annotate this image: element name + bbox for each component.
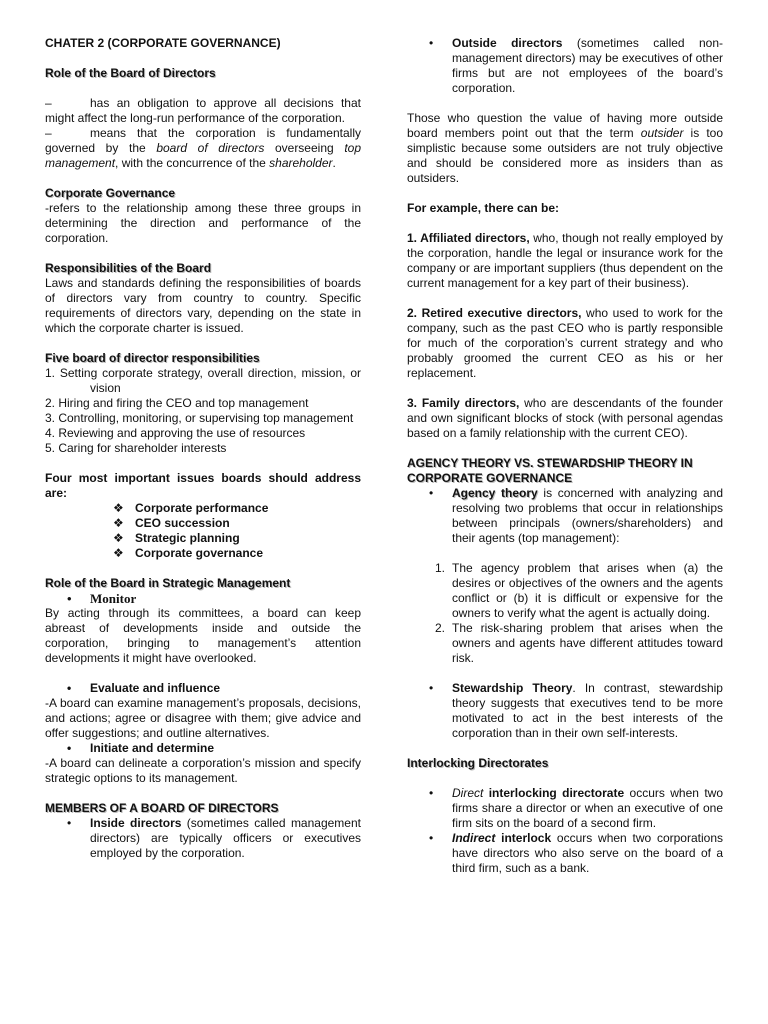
responsibilities-heading: Responsibilities of the Board: [45, 261, 212, 275]
responsibilities-text: Laws and standards defining the responsibilities of boards of directors vary from country to country. Specific requirements of directors vary, depending on the state in which the corporate charter is issued.: [45, 276, 361, 335]
diamond-bullet-icon: ❖: [113, 546, 124, 560]
four-list: [45, 501, 361, 561]
role-item-2: – means that the corporation is fundamentally governed by the board of directors overseeing top management, with the concurrence of the shareholder.: [45, 126, 362, 170]
five-list: [45, 366, 361, 456]
agency-problem-2: 2. The risk-sharing problem that arises when the owners and agents have different attitudes toward risk.: [435, 621, 723, 665]
role-board-heading: Role of the Board of Directors: [45, 66, 216, 80]
list-item: 2. Hiring and firing the CEO and top management: [45, 396, 309, 410]
example-heading: For example, there can be:: [407, 201, 560, 215]
evaluate-item: • Evaluate and influence: [67, 681, 221, 695]
list-item: 5. Caring for shareholder interests: [45, 441, 227, 455]
list-item: ❖ Corporate governance: [113, 546, 264, 560]
corp-gov-text: -refers to the relationship among these three groups in determining the direction and performance of the corporation.: [45, 201, 361, 245]
bullet-icon: •: [429, 36, 434, 50]
bullet-icon: •: [67, 816, 72, 830]
monitor-text: By acting through its committees, a board can keep abreast of developments inside and outside the corporation, bringing to management’s attention developments it might have overlooked.: [45, 606, 361, 665]
list-item: ❖ CEO succession: [113, 516, 230, 530]
initiate-item: • Initiate and determine: [67, 741, 215, 755]
members-heading: MEMBERS OF A BOARD OF DIRECTORS: [45, 801, 279, 815]
four-heading: Four most important issues boards should address are:: [45, 471, 361, 500]
outside-directors-item: • Outside directors (sometimes called non-management directors) may be executives of other firms but are not employees of the board’s corporation.: [429, 36, 723, 95]
strategic-heading: Role of the Board in Strategic Management: [45, 576, 291, 590]
role-item-1: – has an obligation to approve all decisions that might affect the long-run performance of the corporation.: [45, 96, 361, 125]
direct-interlock-item: • Direct interlocking directorate occurs when two firms share a director or when an executive of one firm sits on the board of a second firm.: [429, 786, 723, 830]
agency-heading: AGENCY THEORY VS. STEWARDSHIP THEORY IN CORPORATE GOVERNANCE: [407, 456, 693, 485]
bullet-icon: •: [429, 486, 434, 500]
example-item-3: 3. Family directors, who are descendants of the founder and own significant blocks of stock (with personal agendas based on a family relationship with the current CEO).: [407, 396, 723, 440]
example-item-1: 1. Affiliated directors, who, though not really employed by the corporation, handle the legal or insurance work for the company or are important suppliers (thus dependent on the current management for a key part of their business).: [407, 231, 723, 290]
list-item: 3. Controlling, monitoring, or supervising top management: [45, 411, 354, 425]
indirect-interlock-item: • Indirect interlock occurs when two corporations have directors who also serve on the board of a third firm, such as a bank.: [429, 831, 723, 875]
agency-theory-item: • Agency theory is concerned with analyzing and resolving two problems that occur in relationships between principals (owners/shareholders) and their agents (top management):: [429, 486, 724, 545]
corp-gov-heading: Corporate Governance: [45, 186, 176, 200]
stewardship-item: • Stewardship Theory. In contrast, stewardship theory suggests that executives tend to be more motivated to act in the best interests of the corporation than in their own self-interests.: [429, 681, 723, 740]
evaluate-text: -A board can examine management’s proposals, decisions, and actions; agree or disagree with them; give advice and offer suggestions; and outline alternatives.: [45, 696, 361, 740]
left-column: [45, 36, 361, 861]
monitor-item: • Monitor: [67, 591, 137, 606]
bullet-icon: •: [67, 681, 72, 695]
page-title: CHATER 2 (CORPORATE GOVERNANCE): [45, 36, 281, 50]
bullet-icon: •: [67, 591, 72, 606]
inside-directors-item: • Inside directors (sometimes called management directors) are typically officers or executives employed by the corporation.: [67, 816, 361, 860]
diamond-bullet-icon: ❖: [113, 501, 124, 515]
bullet-icon: •: [67, 741, 72, 755]
list-item: ❖ Strategic planning: [113, 531, 240, 545]
question-text: Those who question the value of having more outside board members point out that the term outsider is too simplistic because some outsiders are not truly objective and should be considered more as insiders than as outsiders.: [407, 111, 724, 185]
five-heading: Five board of director responsibilities: [45, 351, 260, 365]
diamond-bullet-icon: ❖: [113, 516, 124, 530]
bullet-icon: •: [429, 681, 434, 695]
initiate-text: -A board can delineate a corporation’s mission and specify strategic options to its management.: [45, 756, 361, 785]
list-item: ❖ Corporate performance: [113, 501, 269, 515]
diamond-bullet-icon: ❖: [113, 531, 124, 545]
interlocking-heading: Interlocking Directorates: [407, 756, 549, 770]
list-item: 1. Setting corporate strategy, overall direction, mission, or vision: [45, 366, 361, 395]
bullet-icon: •: [429, 831, 434, 845]
example-item-2: 2. Retired executive directors, who used to work for the company, such as the past CEO who is partly responsible for much of the corporation’s current strategy and who probably groomed the current CEO as his or her replacement.: [407, 306, 723, 380]
list-item: 4. Reviewing and approving the use of resources: [45, 426, 306, 440]
right-column: [407, 36, 723, 876]
agency-problem-1: 1. The agency problem that arises when (a) the desires or objectives of the owners and the agents conflict or (b) it is difficult or expensive for the owners to verify what the agent is actually doing.: [435, 561, 723, 620]
bullet-icon: •: [429, 786, 434, 800]
